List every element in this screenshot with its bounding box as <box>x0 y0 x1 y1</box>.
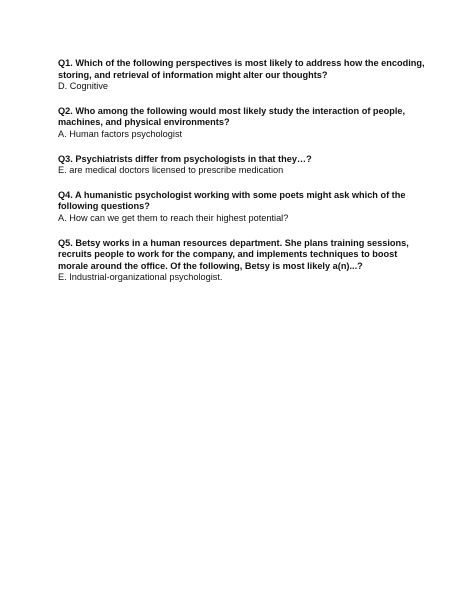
question-block-1 <box>58 58 428 93</box>
question-text: Q4. A humanistic psychologist working with some poets might ask which of the following questions? <box>58 189 406 212</box>
question-text: Q2. Who among the following would most likely study the interaction of people, machines, and physical environments? <box>58 105 406 128</box>
question-list <box>58 58 428 297</box>
answer-text: D. Cognitive <box>58 81 109 92</box>
question-text: Q1. Which of the following perspectives is most likely to address how the encoding, storing, and retrieval of information might alter our thoughts? <box>58 58 425 80</box>
question-block-4 <box>58 190 428 225</box>
question-text: Q3. Psychiatrists differ from psychologists in that they…? <box>58 153 312 164</box>
question-text: Q5. Betsy works in a human resources department. She plans training sessions, recruits people to work for the company, and implements techniques to boost morale around the office. Of the following, Betsy is most likely a(n)...? <box>58 237 409 271</box>
question-block-2 <box>58 106 428 141</box>
question-block-5 <box>58 238 428 284</box>
answer-text: A. How can we get them to reach their highest potential? <box>58 212 289 223</box>
answer-text: E. are medical doctors licensed to prescribe medication <box>58 165 284 176</box>
answer-text: E. Industrial-organizational psychologist. <box>58 272 223 283</box>
answer-text: A. Human factors psychologist <box>58 128 183 139</box>
question-block-3 <box>58 154 428 177</box>
